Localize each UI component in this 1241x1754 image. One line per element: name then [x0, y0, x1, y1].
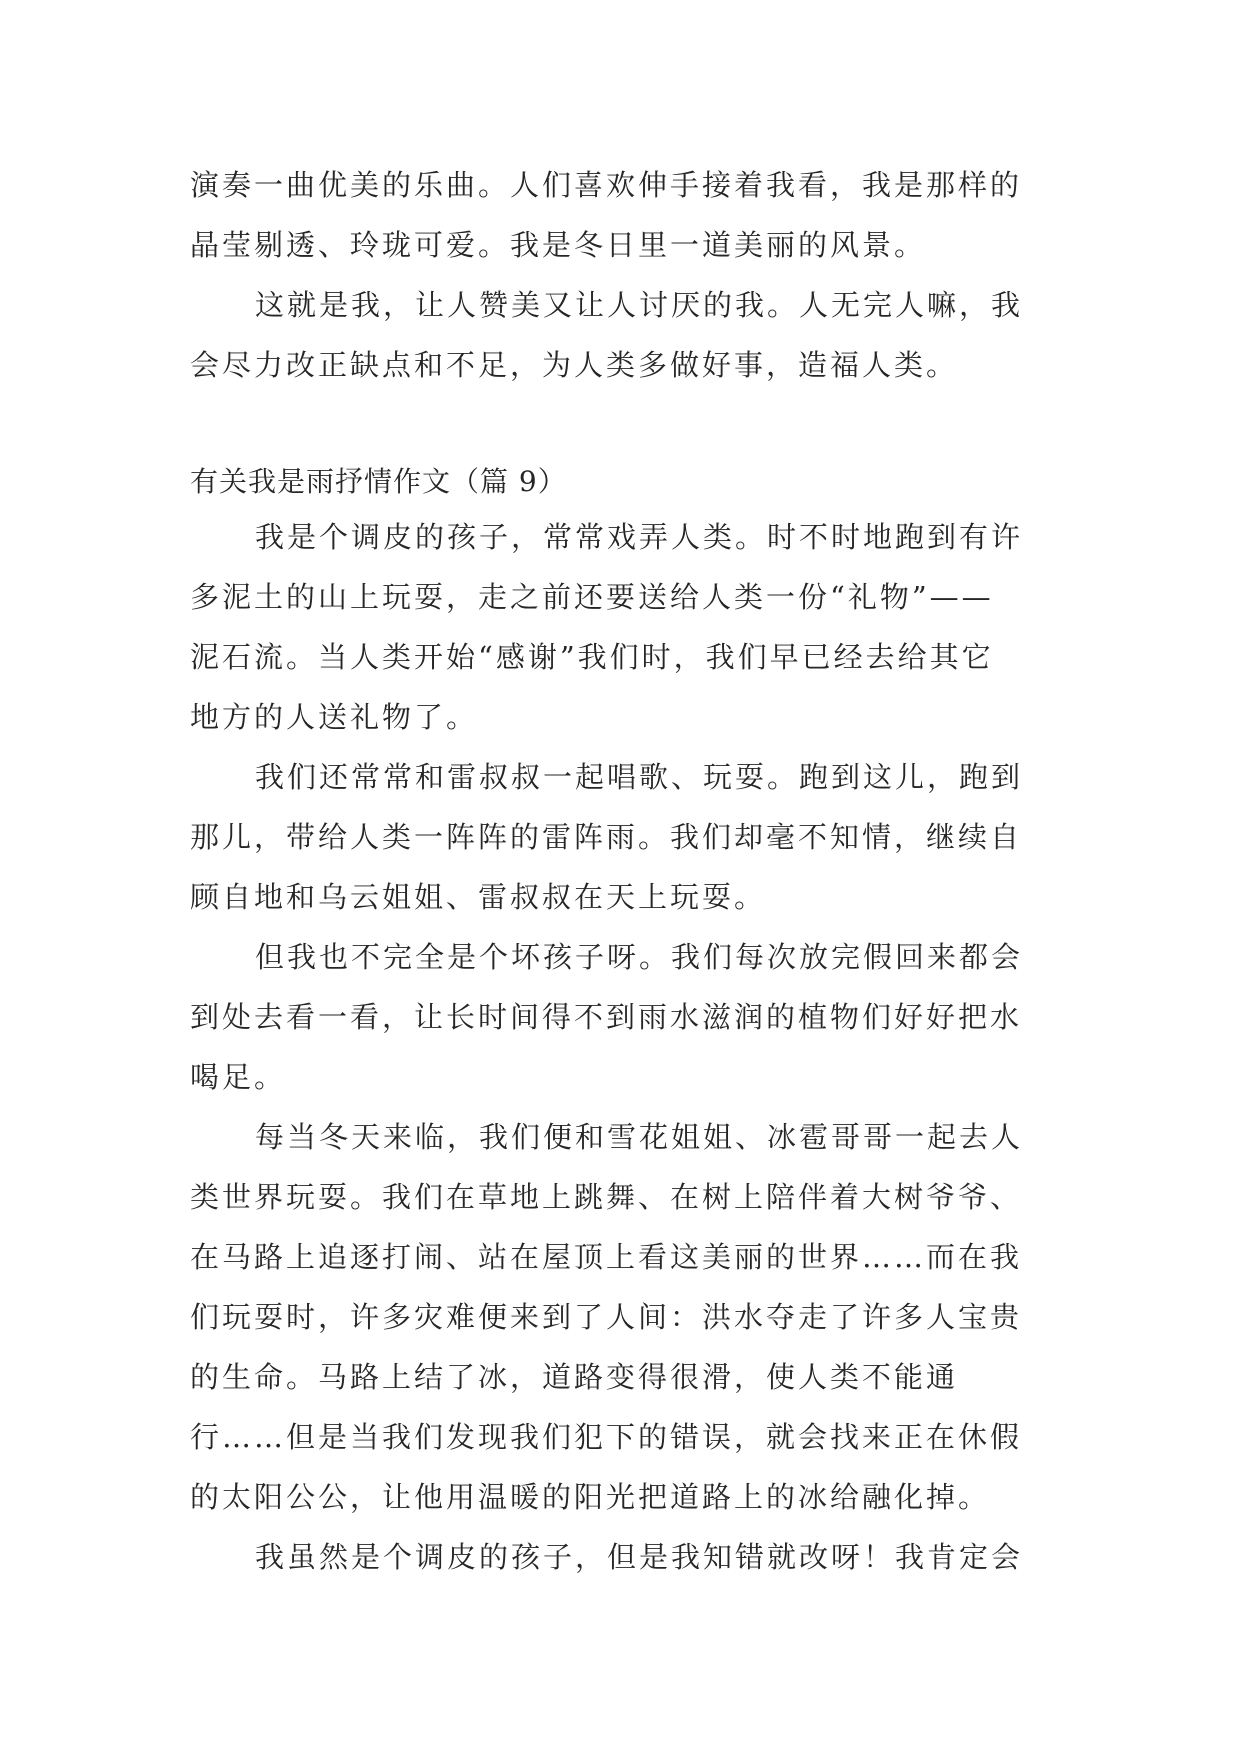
text-line: 类世界玩耍。我们在草地上跳舞、在树上陪伴着大树爷爷、 [190, 1180, 1023, 1214]
text-line: 们玩耍时，许多灾难便来到了人间：洪水夺走了许多人宝贵 [190, 1300, 1023, 1334]
text-line: 地方的人送礼物了。 [190, 700, 479, 734]
text-line: 那儿，带给人类一阵阵的雷阵雨。我们却毫不知情，继续自 [190, 820, 1023, 854]
text-line: 泥石流。当人类开始“感谢”我们时，我们早已经去给其它 [190, 640, 994, 674]
text-line: 这就是我，让人赞美又让人讨厌的我。人无完人嘛，我 [255, 288, 1024, 322]
text-line: 晶莹剔透、玲珑可爱。我是冬日里一道美丽的风景。 [190, 228, 927, 262]
text-line: 我们还常常和雷叔叔一起唱歌、玩耍。跑到这儿，跑到 [255, 760, 1024, 794]
text-line: 我是个调皮的孩子，常常戏弄人类。时不时地跑到有许 [255, 520, 1024, 554]
text-line: 顾自地和乌云姐姐、雷叔叔在天上玩耍。 [190, 880, 767, 914]
text-line: 每当冬天来临，我们便和雪花姐姐、冰雹哥哥一起去人 [255, 1120, 1024, 1154]
text-line: 会尽力改正缺点和不足，为人类多做好事，造福人类。 [190, 348, 959, 382]
text-line: 我虽然是个调皮的孩子，但是我知错就改呀！我肯定会 [255, 1540, 1024, 1574]
text-line: 的生命。马路上结了冰，道路变得很滑，使人类不能通 [190, 1360, 959, 1394]
text-line: 喝足。 [190, 1060, 287, 1094]
section-heading: 有关我是雨抒情作文（篇 9） [190, 465, 567, 498]
text-line: 到处去看一看，让长时间得不到雨水滋润的植物们好好把水 [190, 1000, 1023, 1034]
text-line: 多泥土的山上玩耍，走之前还要送给人类一份“礼物”—— [190, 580, 994, 614]
text-line: 在马路上追逐打闹、站在屋顶上看这美丽的世界……而在我 [190, 1240, 1023, 1274]
text-line: 演奏一曲优美的乐曲。人们喜欢伸手接着我看，我是那样的 [190, 168, 1023, 202]
text-line: 的太阳公公，让他用温暖的阳光把道路上的冰给融化掉。 [190, 1480, 991, 1514]
text-line: 但我也不完全是个坏孩子呀。我们每次放完假回来都会 [255, 940, 1024, 974]
text-line: 行……但是当我们发现我们犯下的错误，就会找来正在休假 [190, 1420, 1023, 1454]
